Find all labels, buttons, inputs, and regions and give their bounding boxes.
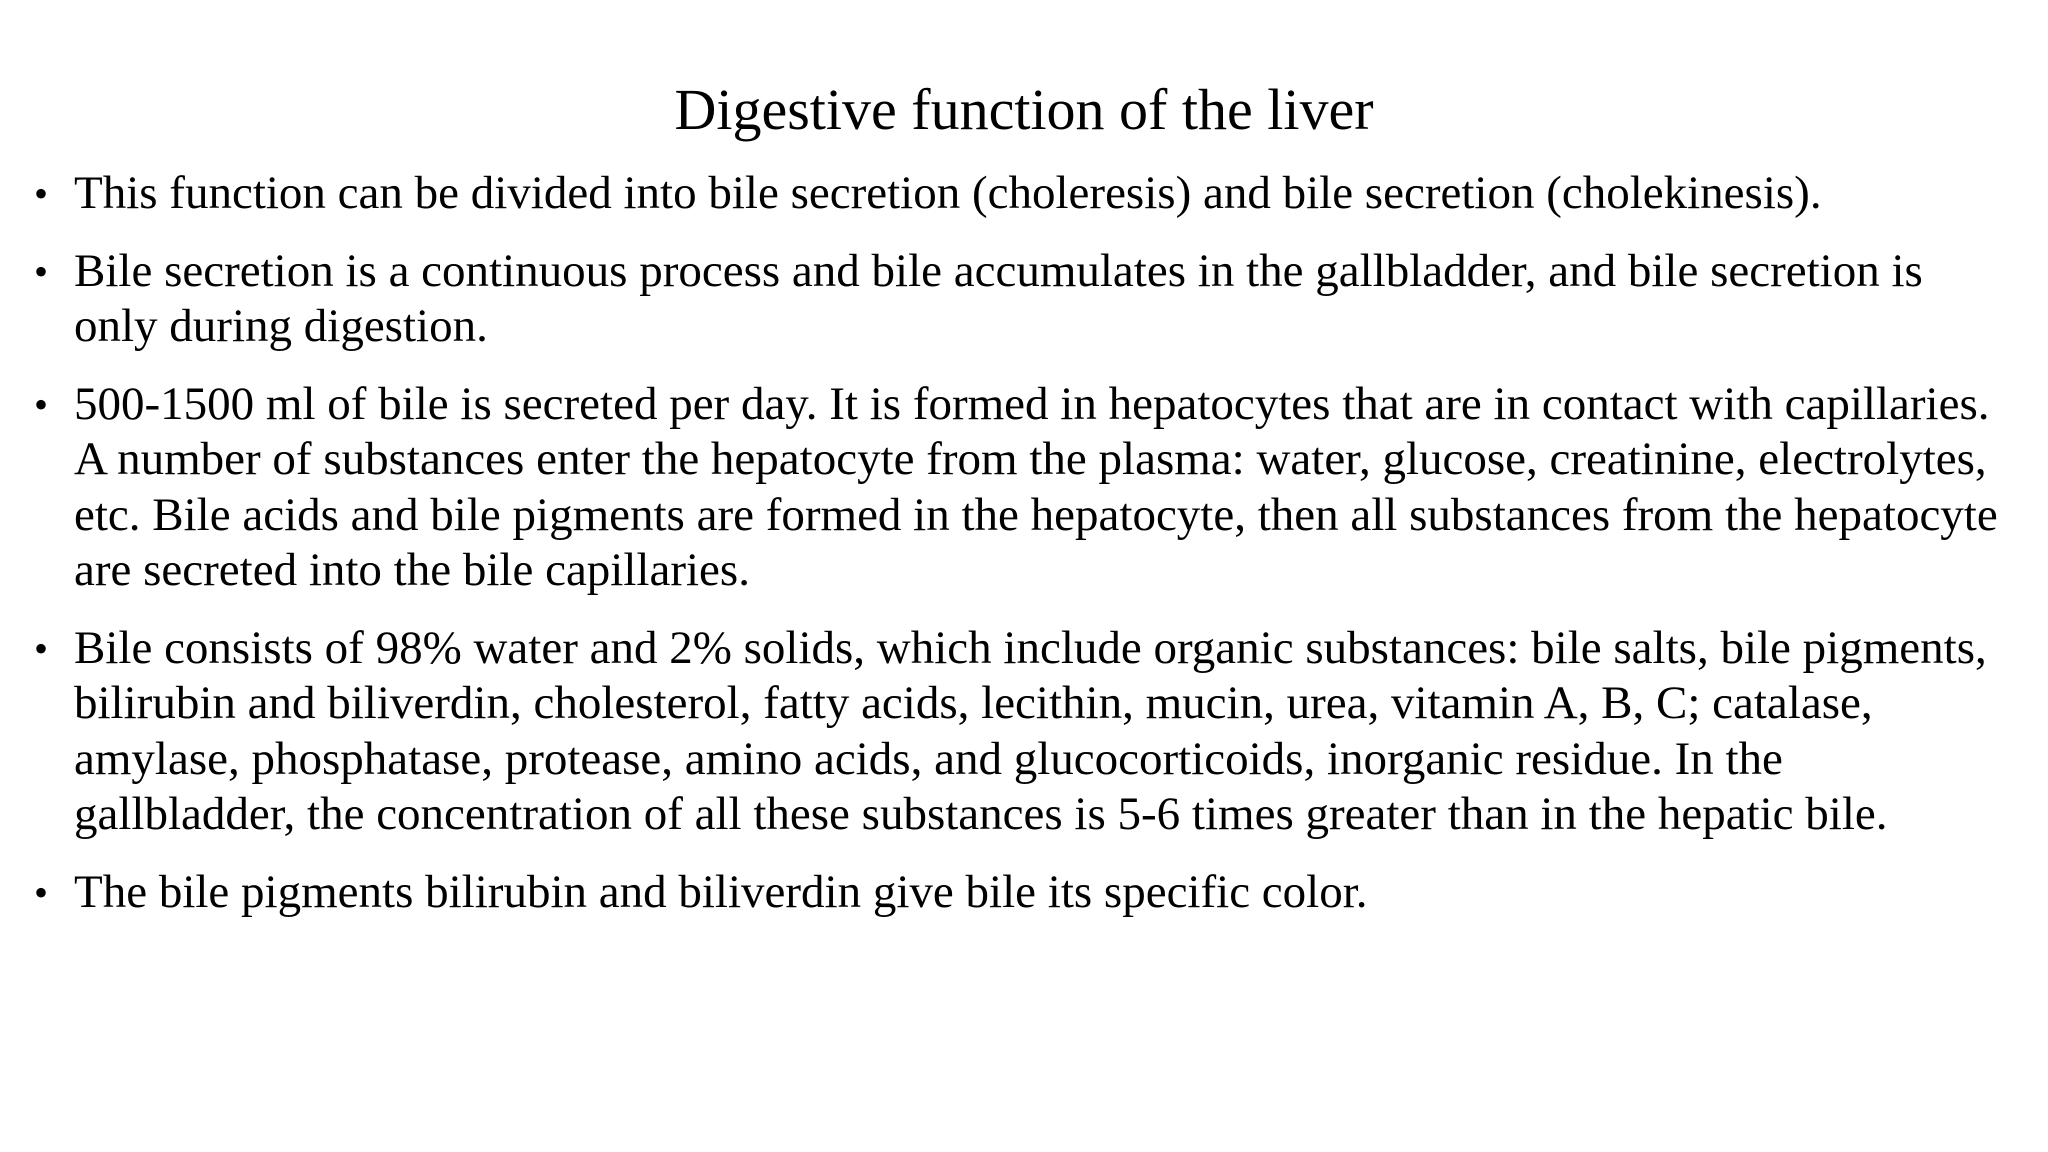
- bullet-text: 500-1500 ml of bile is secreted per day. It is formed in hepatocytes that are in contact with capillaries. A number of substances enter the hepatocyte from the plasma: water, glucose, creatinine, electrolytes, etc. Bile acids and bile pigments are formed in the hepatocyte, then all substances from the hepatocyte are secreted into the bile capillaries.: [74, 377, 1998, 596]
- bullet-point-icon: •: [34, 248, 49, 294]
- slide-title: Digestive function of the liver: [674, 77, 1374, 142]
- bullet-point-icon: •: [34, 625, 49, 671]
- bullet-point-icon: •: [34, 171, 49, 216]
- bullet-item: [34, 166, 2014, 222]
- bullet-item: [34, 865, 2014, 921]
- bullet-list: [34, 166, 2014, 942]
- bullet-point-icon: •: [34, 381, 49, 427]
- bullet-text: Bile secretion is a continuous process and bile accumulates in the gallbladder, and bile secretion is only during digestion.: [74, 244, 1923, 352]
- bullet-text: This function can be divided into bile secretion (choleresis) and bile secretion (cholekinesis).: [74, 167, 1822, 219]
- bullet-item: [34, 621, 2014, 843]
- bullet-point-icon: •: [34, 869, 49, 915]
- bullet-item: [34, 377, 2014, 599]
- bullet-text: Bile consists of 98% water and 2% solids, which include organic substances: bile salts, bile pigments, bilirubin and biliverdin, cholesterol, fatty acids, lecithin, mucin, urea, vitamin A, B, C; catalase, amylase, phosphatase, protease, amino acids, and glucocorticoids, inorganic residue. In the gallbladder, the concentration of all these substances is 5-6 times greater than in the hepatic bile.: [74, 621, 1987, 840]
- bullet-text: The bile pigments bilirubin and biliverdin give bile its specific color.: [74, 865, 1368, 918]
- bullet-item: [34, 244, 2014, 355]
